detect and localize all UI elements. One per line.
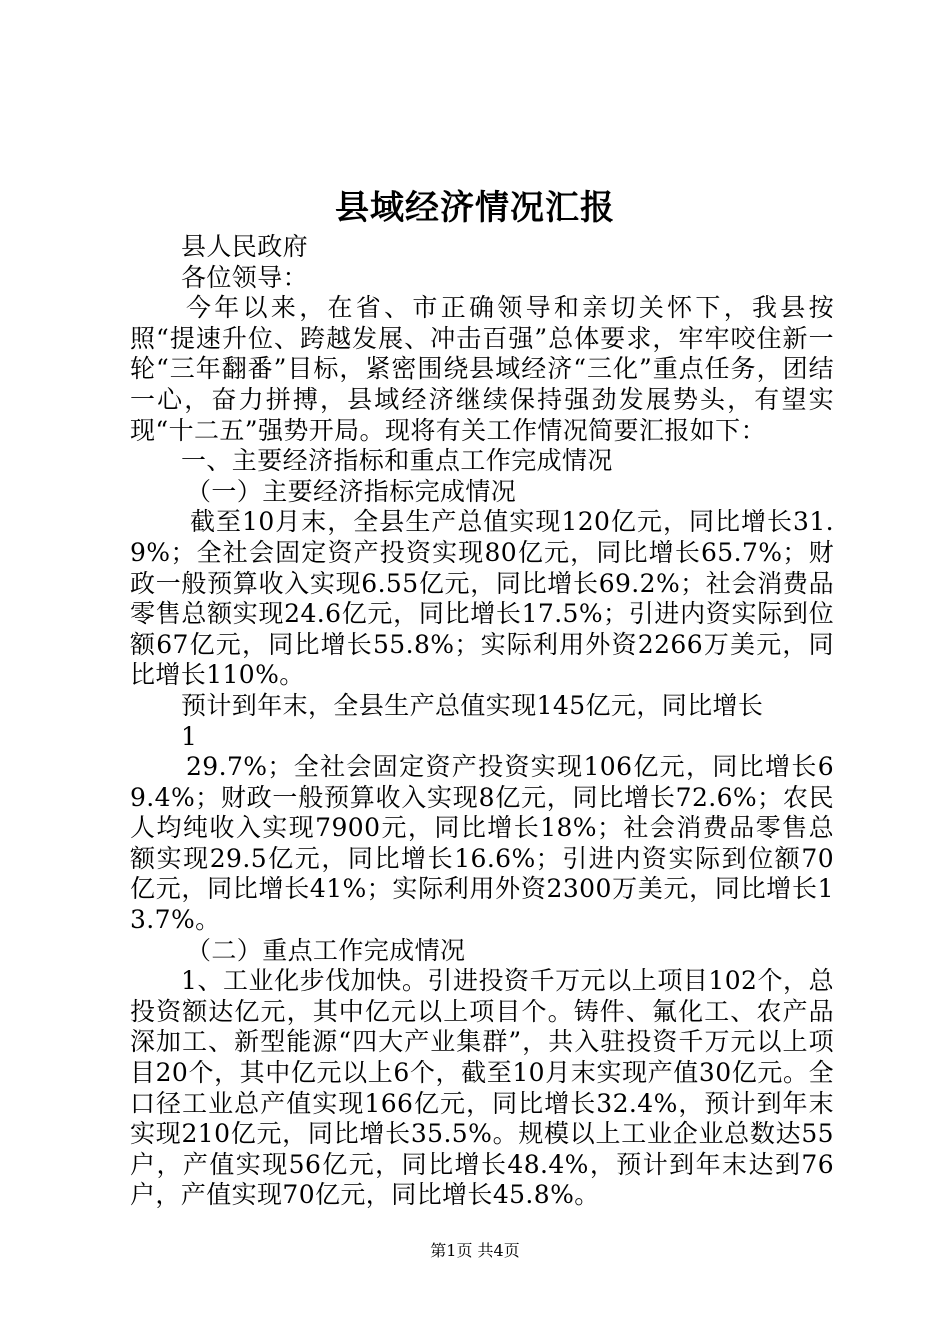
forecast-paragraph: 预计到年末，全县生产总值实现145亿元，同比增长	[181, 690, 764, 720]
salutation-line: 各位领导：	[181, 262, 309, 292]
inline-page-number: 1	[181, 721, 198, 751]
page-footer: 第1页 共4页	[430, 1241, 520, 1260]
forecast-continued-paragraph: 29.7%；全社会固定资产投资实现106亿元，同比增长69.4%；财政一般预算收入实现8亿元，同比增长72.6%；农民人均纯收入实现7900元，同比增长18%；社会消费品零售总额实现29.5亿元，同比增长16.6%；引进内资实际到位额70亿元，同比增长41%；实际利用外资2300万美元，同比增长13.7%。	[130, 752, 834, 935]
indicators-paragraph: 截至10月末，全县生产总值实现120亿元，同比增长31.9%；全社会固定资产投资实现80亿元，同比增长65.7%；财政一般预算收入实现6.55亿元，同比增长69.2%；社会消费品零售总额实现24.6亿元，同比增长17.5%；引进内资实际到位额67亿元，同比增长55.8%；实际利用外资2266万美元，同比增长110%。	[130, 507, 834, 690]
industrialization-paragraph: 1、工业化步伐加快。引进投资千万元以上项目102个，总投资额达亿元，其中亿元以上项目个。铸件、氟化工、农产品深加工、新型能源“四大产业集群”，共入驻投资千万元以上项目20个，其中亿元以上6个，截至10月末实现产值30亿元。全口径工业总产值实现166亿元，同比增长32.4%，预计到年末实现210亿元，同比增长35.5%。规模以上工业企业总数达55户，产值实现56亿元，同比增长48.4%，预计到年末达到76户，产值实现70亿元，同比增长45.8%。	[130, 966, 834, 1210]
subsection-heading-1: （一）主要经济指标完成情况	[186, 476, 517, 506]
section-heading-1: 一、主要经济指标和重点工作完成情况	[181, 446, 613, 476]
document-title: 县域经济情况汇报	[335, 188, 615, 228]
document-body	[130, 232, 834, 1211]
subsection-heading-2: （二）重点工作完成情况	[186, 935, 466, 965]
author-line: 县人民政府	[181, 232, 309, 261]
intro-paragraph: 今年以来，在省、市正确领导和亲切关怀下，我县按照“提速升位、跨越发展、冲击百强”总体要求，牢牢咬住新一轮“三年翻番”目标，紧密围绕县域经济“三化”重点任务，团结一心，奋力拼搏，县域经济继续保持强劲发展势头，有望实现“十二五”强势开局。现将有关工作情况简要汇报如下：	[130, 293, 834, 445]
